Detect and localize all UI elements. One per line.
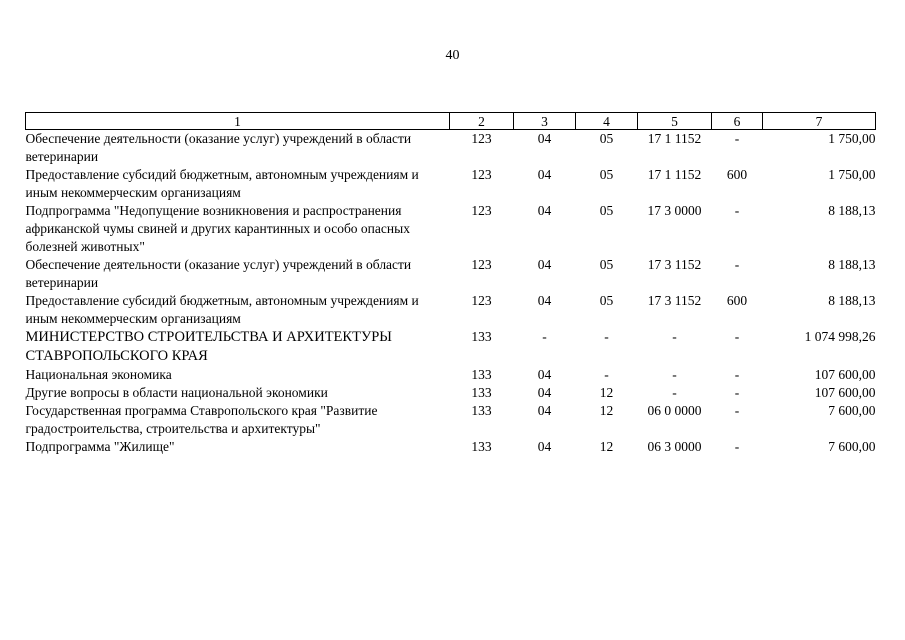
row-col-3: 04 bbox=[537, 293, 552, 308]
header-col-1: 1 bbox=[26, 113, 450, 130]
row-col-4: 12 bbox=[599, 403, 614, 418]
row-col-7: 8 188,13 bbox=[828, 203, 876, 218]
row-name: Подпрограмма "Недопущение возникновения и распространения африканской чумы свиней и других карантинных и особо опасных болезней животных" bbox=[25, 203, 410, 254]
row-col-6: - bbox=[734, 403, 740, 418]
row-col-6: - bbox=[734, 439, 740, 454]
row-col-2: 123 bbox=[471, 257, 492, 272]
row-col-6: - bbox=[734, 131, 740, 146]
row-col-5: - bbox=[672, 329, 677, 344]
row-col-4: 05 bbox=[599, 293, 614, 308]
table-row bbox=[26, 384, 876, 402]
row-col-5: 06 3 0000 bbox=[647, 439, 702, 454]
row-col-6: - bbox=[734, 367, 740, 382]
table-row bbox=[26, 256, 876, 292]
row-col-7: 107 600,00 bbox=[814, 385, 876, 400]
row-col-4: 05 bbox=[599, 257, 614, 272]
row-col-2: 133 bbox=[471, 385, 492, 400]
row-col-6: - bbox=[734, 385, 740, 400]
header-col-4: 4 bbox=[576, 113, 638, 130]
row-col-2: 123 bbox=[471, 167, 492, 182]
row-col-7: 7 600,00 bbox=[828, 403, 876, 418]
row-col-3: 04 bbox=[537, 385, 552, 400]
row-col-2: 133 bbox=[471, 403, 492, 418]
table-row bbox=[26, 292, 876, 328]
table-row bbox=[26, 202, 876, 256]
table-row bbox=[26, 130, 876, 167]
header-col-7: 7 bbox=[763, 113, 876, 130]
row-name: Другие вопросы в области национальной экономики bbox=[25, 385, 328, 400]
row-col-2: 123 bbox=[471, 293, 492, 308]
row-name: Национальная экономика bbox=[25, 367, 172, 382]
row-col-5: - bbox=[672, 385, 677, 400]
row-name: Обеспечение деятельности (оказание услуг) учреждений в области ветеринарии bbox=[25, 257, 412, 290]
header-col-6: 6 bbox=[712, 113, 763, 130]
table-row bbox=[26, 328, 876, 366]
row-col-2: 133 bbox=[471, 367, 492, 382]
table-row bbox=[26, 438, 876, 456]
row-name: Предоставление субсидий бюджетным, автономным учреждениям и иным некоммерческим организациям bbox=[25, 293, 419, 326]
row-col-4: 05 bbox=[599, 167, 614, 182]
row-col-5: 17 3 0000 bbox=[647, 203, 702, 218]
row-col-3: 04 bbox=[537, 439, 552, 454]
table-row bbox=[26, 366, 876, 384]
row-col-6: 600 bbox=[726, 293, 748, 308]
row-col-3: 04 bbox=[537, 167, 552, 182]
row-col-4: 05 bbox=[599, 131, 614, 146]
header-col-3: 3 bbox=[514, 113, 576, 130]
row-col-3: 04 bbox=[537, 403, 552, 418]
row-col-7: 8 188,13 bbox=[828, 293, 876, 308]
header-row bbox=[26, 113, 876, 130]
row-col-3: 04 bbox=[537, 203, 552, 218]
row-col-3: - bbox=[542, 329, 547, 344]
row-col-6: - bbox=[734, 329, 740, 344]
row-col-7: 7 600,00 bbox=[828, 439, 876, 454]
row-col-4: - bbox=[604, 367, 609, 382]
row-col-2: 133 bbox=[471, 329, 492, 344]
row-col-2: 123 bbox=[471, 203, 492, 218]
header-col-5: 5 bbox=[638, 113, 712, 130]
row-col-7: 8 188,13 bbox=[828, 257, 876, 272]
row-col-4: - bbox=[604, 329, 609, 344]
table-row bbox=[26, 166, 876, 202]
row-col-3: 04 bbox=[537, 131, 552, 146]
row-col-4: 05 bbox=[599, 203, 614, 218]
header-col-2: 2 bbox=[450, 113, 514, 130]
row-col-5: 17 3 1152 bbox=[647, 257, 702, 272]
row-col-3: 04 bbox=[537, 367, 552, 382]
row-col-5: - bbox=[672, 367, 677, 382]
row-name: Государственная программа Ставропольского края "Развитие градостроительства, строительства и архитектуры" bbox=[25, 403, 378, 436]
row-col-7: 1 750,00 bbox=[828, 167, 876, 182]
budget-table bbox=[25, 112, 876, 456]
row-name: Обеспечение деятельности (оказание услуг) учреждений в области ветеринарии bbox=[25, 131, 412, 164]
row-col-5: 06 0 0000 bbox=[647, 403, 702, 418]
row-name: МИНИСТЕРСТВО СТРОИТЕЛЬСТВА И АРХИТЕКТУРЫ СТАВРОПОЛЬСКОГО КРАЯ bbox=[25, 329, 392, 364]
row-col-5: 17 3 1152 bbox=[647, 293, 702, 308]
table-row bbox=[26, 402, 876, 438]
row-col-6: 600 bbox=[726, 167, 748, 182]
row-col-5: 17 1 1152 bbox=[647, 167, 702, 182]
row-name: Подпрограмма "Жилище" bbox=[25, 439, 175, 454]
row-col-3: 04 bbox=[537, 257, 552, 272]
row-col-2: 133 bbox=[471, 439, 492, 454]
row-col-7: 1 750,00 bbox=[828, 131, 876, 146]
row-col-4: 12 bbox=[599, 439, 614, 454]
row-col-7: 1 074 998,26 bbox=[804, 329, 876, 344]
row-name: Предоставление субсидий бюджетным, автономным учреждениям и иным некоммерческим организациям bbox=[25, 167, 419, 200]
row-col-6: - bbox=[734, 203, 740, 218]
page-number: 40 bbox=[445, 48, 460, 63]
row-col-7: 107 600,00 bbox=[814, 367, 876, 382]
row-col-5: 17 1 1152 bbox=[647, 131, 702, 146]
row-col-4: 12 bbox=[599, 385, 614, 400]
row-col-2: 123 bbox=[471, 131, 492, 146]
row-col-6: - bbox=[734, 257, 740, 272]
